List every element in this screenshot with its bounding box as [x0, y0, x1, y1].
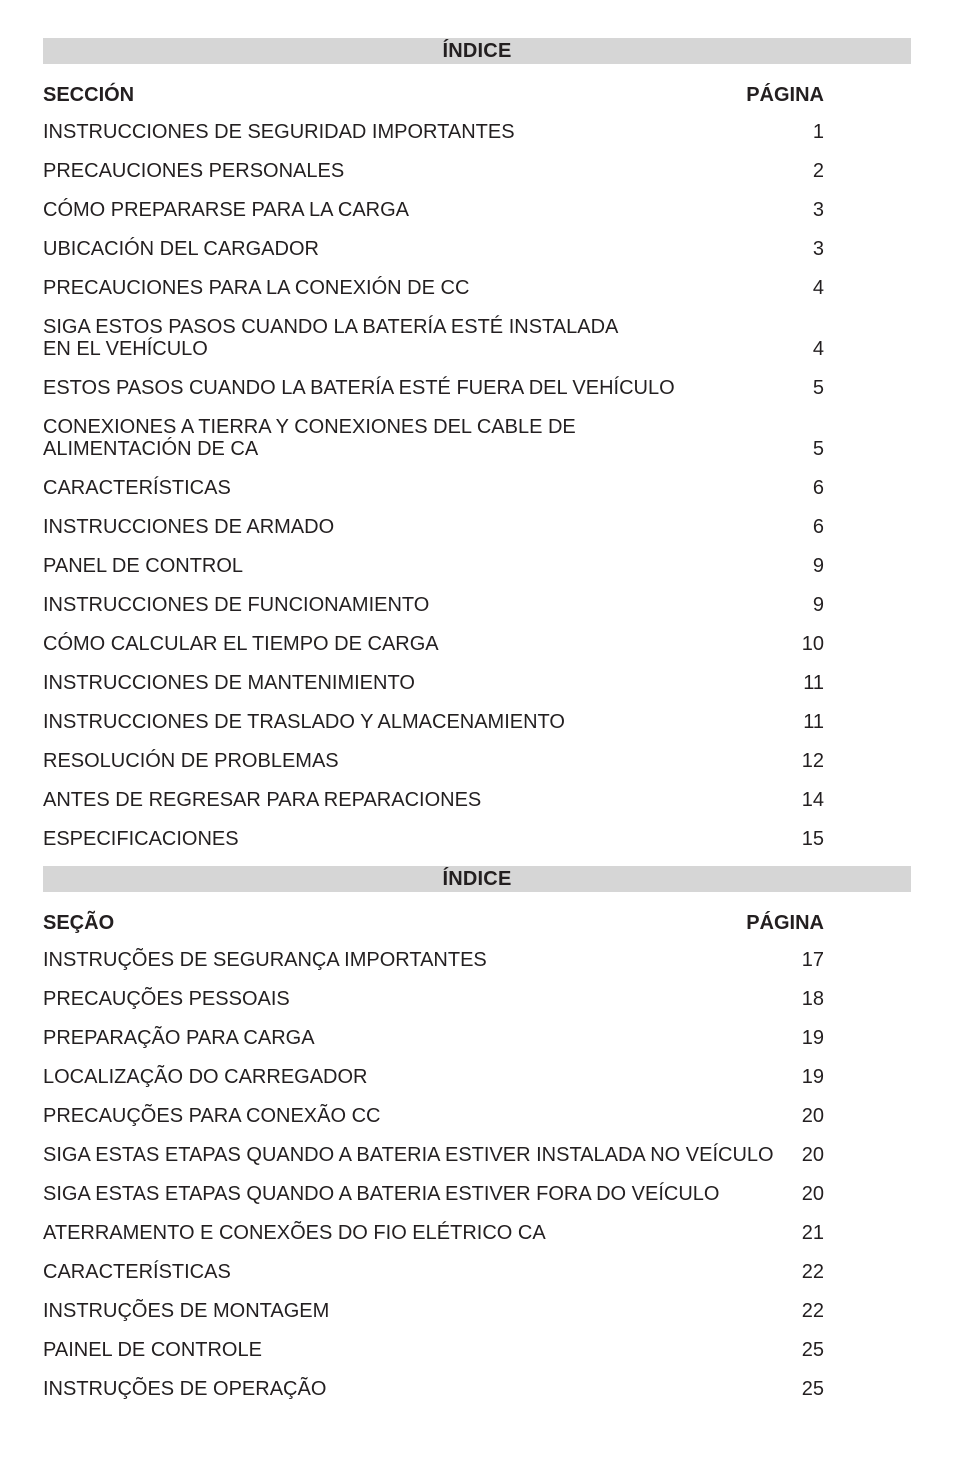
toc-entry-page-number: 3: [812, 238, 824, 260]
toc-entry-page-number: 11: [803, 711, 824, 733]
toc-entry: [43, 1066, 911, 1088]
toc-entry-title: PREPARAÇÃO PARA CARGA: [43, 1027, 315, 1049]
toc-entry-page-number: 12: [801, 750, 824, 772]
toc-entry-page-number: 4: [812, 277, 824, 299]
toc-entry-title: ESTOS PASOS CUANDO LA BATERÍA ESTÉ FUERA DEL VEHÍCULO: [43, 377, 675, 399]
toc-entry-title: PRECAUÇÕES PESSOAIS: [43, 988, 290, 1010]
toc-entry-page-number: 19: [801, 1027, 824, 1049]
toc-entry: [43, 121, 911, 143]
toc-entry-title: PRECAUÇÕES PARA CONEXÃO CC: [43, 1105, 381, 1127]
toc-entry-title: INSTRUÇÕES DE SEGURANÇA IMPORTANTES: [43, 949, 487, 971]
toc-entry-page-number: 9: [812, 594, 824, 616]
toc-entry-title: CÓMO PREPARARSE PARA LA CARGA: [43, 199, 410, 221]
toc-entry-list: [43, 121, 911, 850]
toc-entry-title: SIGA ESTAS ETAPAS QUANDO A BATERIA ESTIVER INSTALADA NO VEÍCULO: [43, 1144, 774, 1166]
toc-column-header: [43, 82, 911, 108]
toc-entry-page-number: 15: [801, 828, 824, 850]
toc-entry-title: ESPECIFICACIONES: [43, 828, 239, 850]
toc-entry: [43, 711, 911, 733]
toc-entry: [43, 160, 911, 182]
toc-entry: [43, 1183, 911, 1205]
toc-entry: [43, 416, 911, 460]
toc-entry-title: CARACTERÍSTICAS: [43, 1261, 231, 1283]
toc-entry-title: PAINEL DE CONTROLE: [43, 1339, 262, 1361]
toc-entry-page-number: 10: [801, 633, 824, 655]
toc-entry: [43, 672, 911, 694]
toc-entry: [43, 277, 911, 299]
toc-entry: [43, 477, 911, 499]
toc-entry-page-number: 2: [812, 160, 824, 182]
column-header-page: PÁGINA: [746, 84, 824, 106]
toc-entry-page-number: 6: [812, 516, 824, 538]
toc-entry-page-number: 20: [801, 1144, 824, 1166]
toc-entry-page-number: 6: [812, 477, 824, 499]
toc-entry-title: SIGA ESTOS PASOS CUANDO LA BATERÍA ESTÉ INSTALADA EN EL VEHÍCULO: [43, 316, 619, 360]
toc-entry-page-number: 25: [801, 1378, 824, 1400]
toc-entry-title: LOCALIZAÇÃO DO CARREGADOR: [43, 1066, 368, 1088]
toc-entry-title: ATERRAMENTO E CONEXÕES DO FIO ELÉTRICO CA: [43, 1222, 546, 1244]
toc-entry: [43, 1105, 911, 1127]
toc-entry-page-number: 20: [801, 1183, 824, 1205]
toc-entry-title: UBICACIÓN DEL CARGADOR: [43, 238, 319, 260]
toc-entry-page-number: 18: [801, 988, 824, 1010]
toc-entry-page-number: 1: [812, 121, 824, 143]
toc-heading-bar: ÍNDICE: [43, 38, 911, 64]
toc-entry-list: [43, 949, 911, 1400]
toc-entry-title: ANTES DE REGRESAR PARA REPARACIONES: [43, 789, 482, 811]
toc-entry-page-number: 5: [812, 438, 824, 460]
toc-entry: [43, 238, 911, 260]
toc-entry-page-number: 11: [803, 672, 824, 694]
toc-entry-title: INSTRUCCIONES DE ARMADO: [43, 516, 335, 538]
toc-entry-title: CARACTERÍSTICAS: [43, 477, 231, 499]
toc-entry: [43, 377, 911, 399]
toc-entry: [43, 828, 911, 850]
toc-entry: [43, 316, 911, 360]
toc-entry-page-number: 9: [812, 555, 824, 577]
toc-heading-bar: ÍNDICE: [43, 866, 911, 892]
toc-entry: [43, 1222, 911, 1244]
toc-entry: [43, 633, 911, 655]
toc-entry: [43, 988, 911, 1010]
toc-entry-title: INSTRUCCIONES DE MANTENIMIENTO: [43, 672, 415, 694]
toc-entry: [43, 1378, 911, 1400]
toc-entry-title: INSTRUCCIONES DE TRASLADO Y ALMACENAMIENTO: [43, 711, 565, 733]
toc-entry: [43, 1144, 911, 1166]
toc-entry-page-number: 21: [801, 1222, 824, 1244]
toc-entry: [43, 750, 911, 772]
toc-entry-page-number: 20: [801, 1105, 824, 1127]
toc-entry: [43, 1339, 911, 1361]
toc-entry-title: INSTRUÇÕES DE MONTAGEM: [43, 1300, 330, 1322]
toc-entry: [43, 1261, 911, 1283]
toc-entry-title: PANEL DE CONTROL: [43, 555, 244, 577]
toc-entry: [43, 1027, 911, 1049]
toc-entry: [43, 789, 911, 811]
toc-entry-page-number: 17: [801, 949, 824, 971]
toc-entry-page-number: 14: [801, 789, 824, 811]
toc-entry-page-number: 22: [801, 1300, 824, 1322]
toc-entry-title: CÓMO CALCULAR EL TIEMPO DE CARGA: [43, 633, 439, 655]
toc-entry-title: SIGA ESTAS ETAPAS QUANDO A BATERIA ESTIVER FORA DO VEÍCULO: [43, 1183, 720, 1205]
toc-entry-title: INSTRUÇÕES DE OPERAÇÃO: [43, 1378, 327, 1400]
column-header-section: SECCIÓN: [43, 84, 135, 106]
toc-entry-page-number: 25: [801, 1339, 824, 1361]
toc-entry: [43, 949, 911, 971]
toc-entry-title: INSTRUCCIONES DE SEGURIDAD IMPORTANTES: [43, 121, 515, 143]
toc-entry-title: RESOLUCIÓN DE PROBLEMAS: [43, 750, 339, 772]
toc-section-spanish: [43, 38, 911, 867]
toc-entry: [43, 555, 911, 577]
toc-entry-page-number: 5: [812, 377, 824, 399]
toc-entry: [43, 199, 911, 221]
toc-entry-page-number: 3: [812, 199, 824, 221]
toc-entry-title: INSTRUCCIONES DE FUNCIONAMIENTO: [43, 594, 430, 616]
toc-entry: [43, 1300, 911, 1322]
toc-entry-title: PRECAUCIONES PERSONALES: [43, 160, 345, 182]
column-header-section: SEÇÃO: [43, 912, 115, 934]
toc-entry-page-number: 4: [812, 338, 824, 360]
toc-entry-page-number: 22: [801, 1261, 824, 1283]
toc-entry-title: CONEXIONES A TIERRA Y CONEXIONES DEL CABLE DE ALIMENTACIÓN DE CA: [43, 416, 576, 460]
toc-column-header: [43, 910, 911, 936]
column-header-page: PÁGINA: [746, 912, 824, 934]
toc-entry: [43, 594, 911, 616]
toc-section-portuguese: [43, 866, 911, 1417]
toc-entry-page-number: 19: [801, 1066, 824, 1088]
toc-entry-title: PRECAUCIONES PARA LA CONEXIÓN DE CC: [43, 277, 470, 299]
toc-entry: [43, 516, 911, 538]
